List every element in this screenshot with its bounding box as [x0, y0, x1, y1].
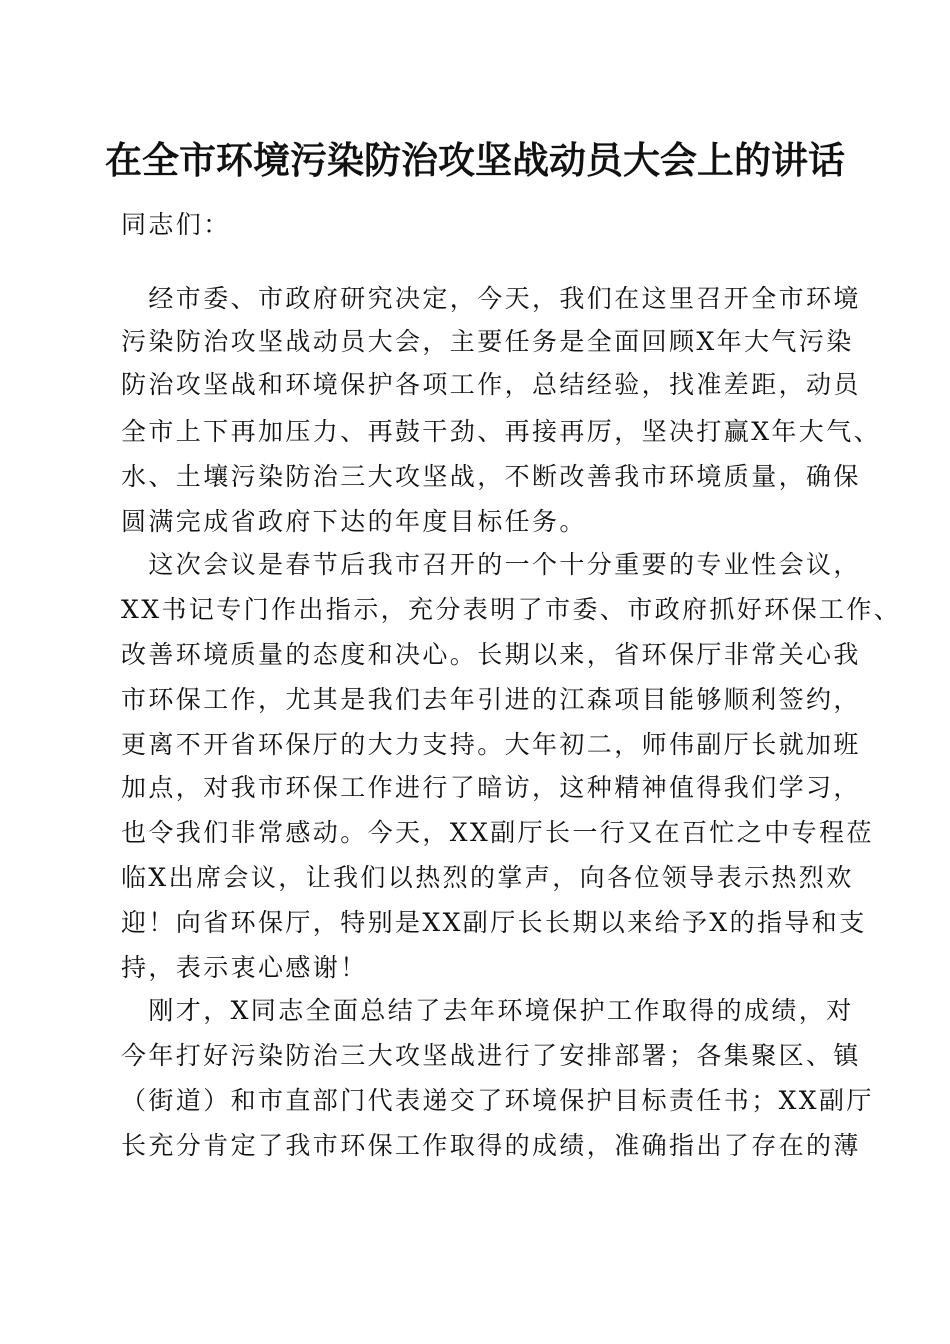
text-line: 防治攻坚战和环境保护各项工作，总结经验，找准差距，动员 [121, 370, 861, 399]
text-line: 改善环境质量的态度和决心。长期以来，省环保厅非常关心我 [121, 640, 861, 669]
text-line: 刚才，X同志全面总结了去年环境保护工作取得的成绩，对 [121, 996, 854, 1025]
text-line: 加点，对我市环保工作进行了暗访，这种精神值得我们学习， [121, 773, 861, 802]
text-line: 持，表示衷心感谢！ [121, 953, 368, 982]
text-line: 同志们： [121, 210, 231, 239]
text-line: 全市上下再加压力、再鼓干劲、再接再厉，坚决打赢X年大气、 [121, 417, 882, 446]
text-line: 临X出席会议，让我们以热烈的掌声，向各位领导表示热烈欢 [121, 863, 854, 892]
text-line: 也令我们非常感动。今天，XX副厅长一行又在百忙之中专程莅 [121, 818, 874, 847]
text-line: 污染防治攻坚战动员大会，主要任务是全面回顾X年大气污染 [121, 327, 854, 356]
text-line: 这次会议是春节后我市召开的一个十分重要的专业性会议， [121, 550, 861, 579]
text-line: 圆满完成省政府下达的年度目标任务。 [121, 507, 587, 536]
text-line: 经市委、市政府研究决定，今天，我们在这里召开全市环境 [121, 284, 861, 313]
text-line: 今年打好污染防治三大攻坚战进行了安排部署；各集聚区、镇 [121, 1041, 861, 1070]
text-line: 更离不开省环保厅的大力支持。大年初二，师伟副厅长就加班 [121, 730, 861, 759]
text-line: （街道）和市直部门代表递交了环境保护目标责任书；XX副厅 [121, 1086, 874, 1115]
text-line: XX书记专门作出指示，充分表明了市委、市政府抓好环保工作、 [121, 595, 902, 624]
text-line: 市环保工作，尤其是我们去年引进的江森项目能够顺利签约， [121, 685, 861, 714]
text-line: 长充分肯定了我市环保工作取得的成绩，准确指出了存在的薄 [121, 1131, 861, 1160]
text-line: 水、土壤污染防治三大攻坚战，不断改善我市环境质量，确保 [121, 462, 861, 491]
document-title: 在全市环境污染防治攻坚战动员大会上的讲话 [105, 138, 845, 182]
text-line: 迎！向省环保厅，特别是XX副厅长长期以来给予X的指导和支 [121, 908, 867, 937]
